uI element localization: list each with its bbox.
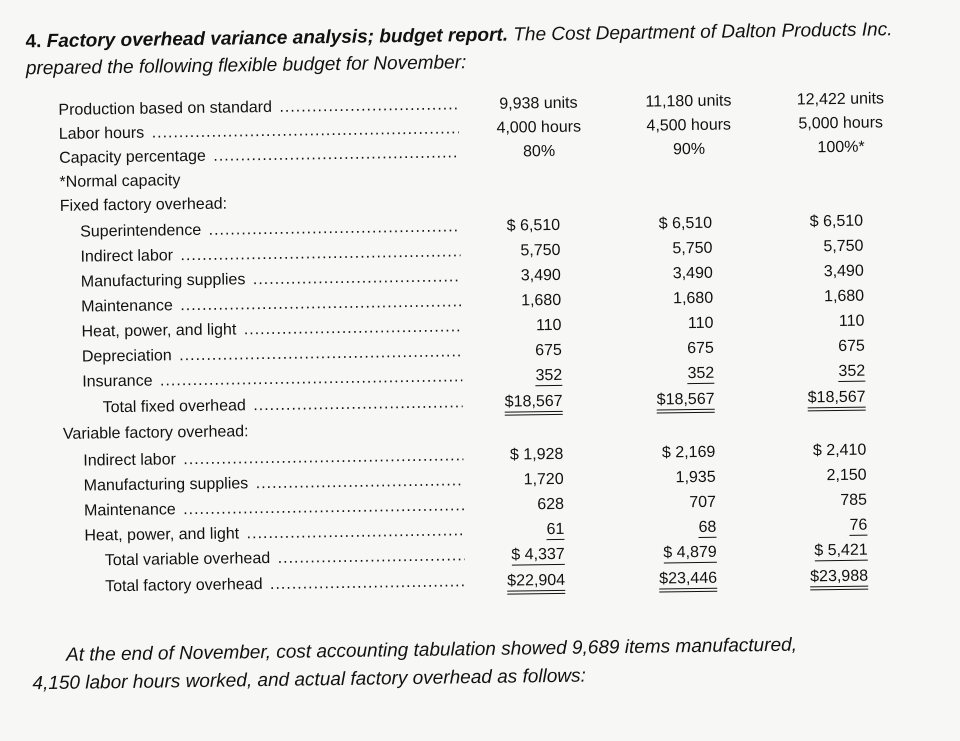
value-cell: 352 [535,366,563,385]
closing-line-1: At the end of November, cost accounting tabulation showed 9,689 items manufactured, [65,634,798,666]
value-cell: 3,490 [672,264,713,283]
problem-number: 4. [25,31,42,53]
value-cell: 1,935 [675,468,716,487]
value-cell: 352 [687,364,715,383]
value-cell: 3,490 [823,262,864,281]
value-cell: 5,000 hours [798,114,884,133]
total-cell: $18,567 [657,391,715,414]
row-label: Labor hours [58,124,145,143]
value-cell: 5,750 [823,237,864,256]
value-cell: $ 2,169 [661,443,716,462]
total-cell: $ 4,879 [663,543,717,562]
row-label: Indirect labor [83,451,176,470]
problem-statement [25,16,926,83]
value-cell: $ 6,510 [506,216,561,235]
value-cell: 110 [535,316,562,335]
value-cell: 3,490 [520,266,561,285]
value-cell: 4,000 hours [496,118,582,137]
row-label: Heat, power, and light [84,525,240,545]
row-label: Depreciation [81,347,172,366]
total-cell: $ 4,337 [511,545,565,564]
value-cell: 707 [689,493,717,512]
value-cell: 5,750 [520,241,561,260]
row-label: Indirect labor [80,247,174,266]
value-cell: 76 [849,516,868,534]
total-cell: $18,567 [808,389,866,412]
closing-paragraph [32,629,953,698]
row-label: Maintenance [81,297,173,316]
value-cell: 5,750 [672,239,713,258]
total-cell: $23,988 [810,568,868,591]
row-label: Capacity percentage [59,147,207,167]
value-cell: 68 [698,518,717,536]
value-cell: 675 [687,339,714,358]
value-cell: 628 [537,495,565,514]
value-cell: 785 [840,491,868,509]
value-cell: 100%* [817,138,865,157]
value-cell: 675 [535,341,562,360]
problem-intro: The Cost Department of Dalton Products Inc. prepared the following flexible budget for November: [25,19,893,80]
section-heading: Variable factory overhead: [62,423,249,443]
row-label: Total factory overhead [105,576,263,596]
value-cell: $ 2,410 [812,441,867,460]
value-cell: 2,150 [826,466,867,485]
value-cell: $ 6,510 [809,212,864,231]
closing-line-2: 4,150 labor hours worked, and actual factory overhead as follows: [32,665,587,695]
row-label: Production based on standard [58,98,273,119]
value-cell: 12,422 units [796,90,885,109]
value-cell: $ 6,510 [658,214,713,233]
value-cell: 1,720 [523,470,564,489]
row-label: Heat, power, and light [81,321,237,341]
footnote: *Normal capacity [59,172,181,191]
total-cell: $23,446 [659,570,717,593]
total-cell: $22,904 [507,572,565,595]
value-cell: 4,500 hours [646,116,732,135]
section-heading: Fixed factory overhead: [59,195,228,215]
row-label: Superintendence [80,221,202,241]
value-cell: 110 [838,312,865,330]
total-cell: $ 5,421 [814,541,868,560]
value-cell: 1,680 [672,289,714,308]
row-label: Insurance [82,372,153,391]
value-cell: $ 1,928 [509,445,564,464]
value-cell: 1,680 [521,291,562,310]
value-cell: 9,938 units [499,94,578,113]
total-cell: $18,567 [505,393,563,416]
value-cell: 90% [672,140,706,159]
value-cell: 110 [687,314,714,333]
row-label: Manufacturing supplies [83,475,249,495]
value-cell: 61 [546,520,565,539]
value-cell: 80% [522,142,556,161]
row-label: Manufacturing supplies [80,271,246,291]
value-cell: 1,680 [823,287,865,306]
row-label: Total variable overhead [104,549,271,570]
value-cell: 11,180 units [645,92,732,111]
row-label: Total fixed overhead [102,397,246,417]
row-label: Maintenance [83,501,176,520]
value-cell: 352 [838,362,866,380]
value-cell: 675 [838,337,865,355]
problem-title: Factory overhead variance analysis; budget report. [46,24,509,53]
